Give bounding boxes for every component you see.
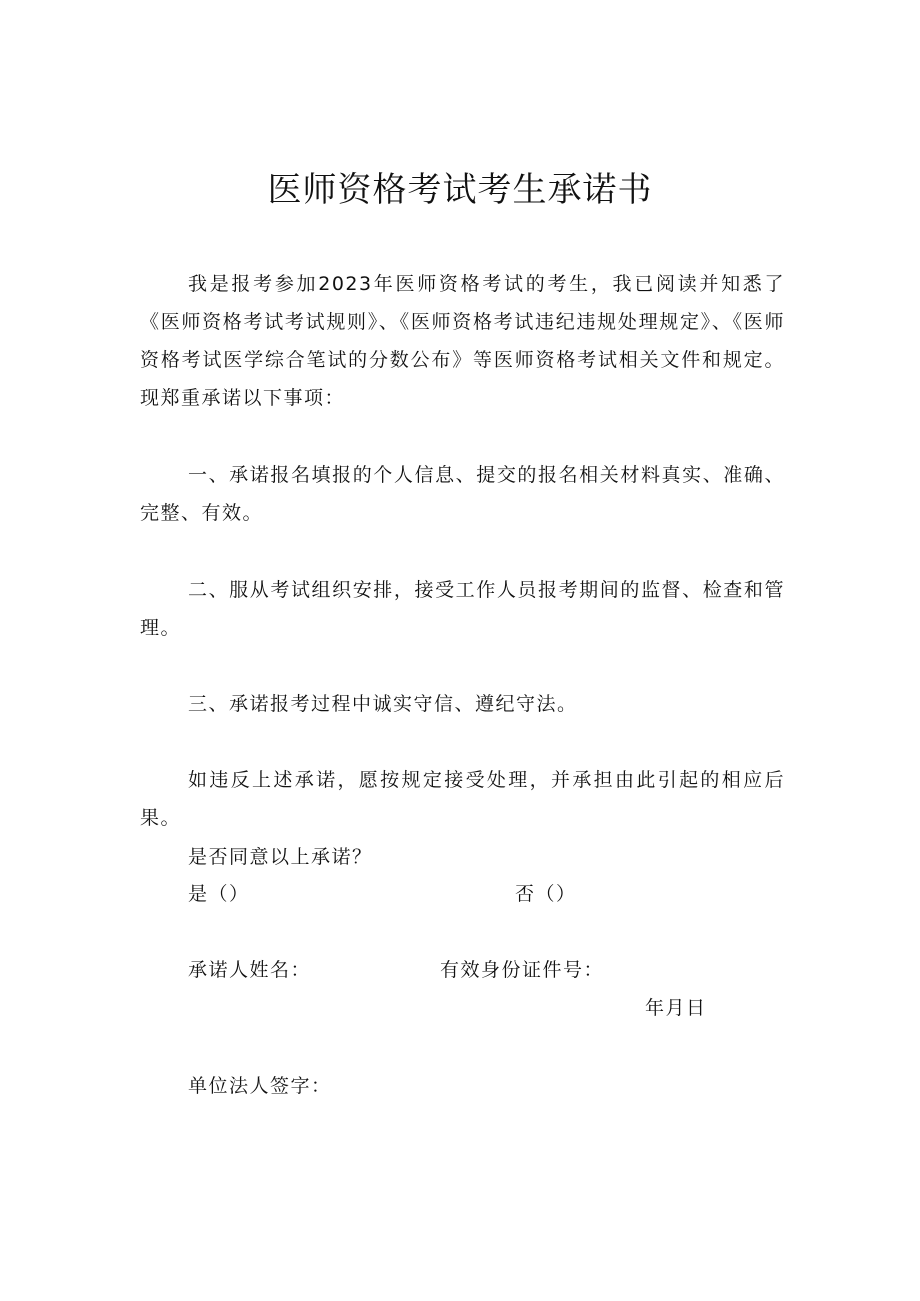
agree-question: 是否同意以上承诺？ [188, 846, 373, 868]
yes-option[interactable]: 是（） [188, 883, 250, 905]
signature-label: 单位法人签字： [188, 1075, 332, 1097]
name-label: 承诺人姓名： [188, 959, 312, 981]
no-option[interactable]: 否（） [515, 883, 577, 905]
commitment-item-3: 三、承诺报考过程中诚实守信、遵纪守法。 [188, 693, 578, 715]
intro-paragraph: 我是报考参加2023年医师资格考试的考生，我已阅读并知悉了《医师资格考试考试规则》、《医师资格考试违纪违规处理规定》、《医师资格考试医学综合笔试的分数公布》等医师资格考试相关文件和规定。现郑重承诺以下事项： [140, 273, 785, 409]
id-number-label: 有效身份证件号： [440, 959, 605, 981]
date-label: 年月日 [645, 997, 707, 1019]
commitment-item-2: 二、服从考试组织安排，接受工作人员报考期间的监督、检查和管理。 [140, 579, 785, 639]
consequence-paragraph: 如违反上述承诺，愿按规定接受处理，并承担由此引起的相应后果。 [140, 769, 785, 829]
commitment-item-1: 一、承诺报名填报的个人信息、提交的报名相关材料真实、准确、完整、有效。 [140, 464, 785, 524]
page-title: 医师资格考试考生承诺书 [267, 170, 653, 210]
